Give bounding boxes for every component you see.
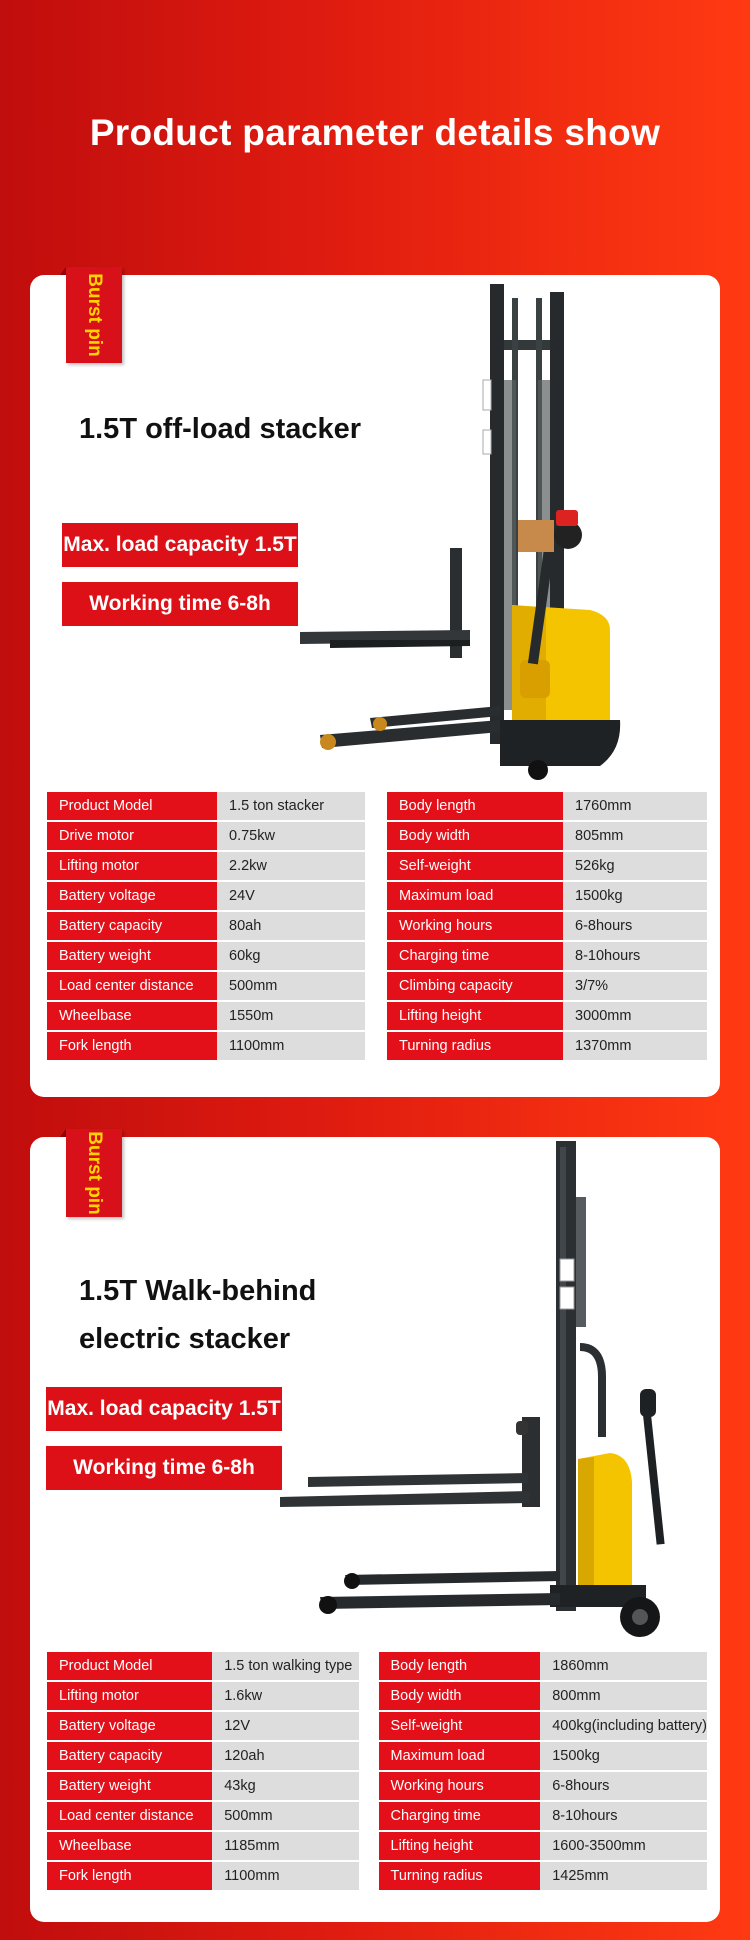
spec-table <box>47 1650 707 1892</box>
spec-value: 6-8hours <box>540 1772 707 1800</box>
spec-value: 1425mm <box>540 1862 707 1890</box>
spec-value: 1370mm <box>563 1032 707 1060</box>
spec-label: Lifting motor <box>47 852 217 880</box>
spec-value: 1100mm <box>217 1032 365 1060</box>
spec-value: 1500kg <box>563 882 707 910</box>
spec-label: Maximum load <box>387 882 563 910</box>
badge-ribbon <box>66 267 122 363</box>
spec-value: 80ah <box>217 912 365 940</box>
table-row <box>47 1002 707 1030</box>
spec-value: 8-10hours <box>563 942 707 970</box>
spec-value: 1100mm <box>212 1862 358 1890</box>
table-row <box>47 1652 707 1680</box>
table-row <box>47 1802 707 1830</box>
spec-value: 3000mm <box>563 1002 707 1030</box>
spec-label: Body length <box>387 792 563 820</box>
spec-value: 1.6kw <box>212 1682 358 1710</box>
tag-working-time: Working time 6-8h <box>62 582 298 626</box>
table-row <box>47 912 707 940</box>
table-row <box>47 822 707 850</box>
table-row <box>47 942 707 970</box>
spec-label: Working hours <box>379 1772 541 1800</box>
spec-label: Body width <box>379 1682 541 1710</box>
spec-label: Body length <box>379 1652 541 1680</box>
spec-value: 805mm <box>563 822 707 850</box>
table-row <box>47 1682 707 1710</box>
spec-label: Self-weight <box>379 1712 541 1740</box>
spec-label: Lifting height <box>387 1002 563 1030</box>
spec-value: 500mm <box>217 972 365 1000</box>
spec-label: Wheelbase <box>47 1832 212 1860</box>
product-card-off-load-stacker <box>30 275 720 1097</box>
table-row <box>47 1742 707 1770</box>
spec-label: Self-weight <box>387 852 563 880</box>
spec-value: 6-8hours <box>563 912 707 940</box>
spec-label: Battery capacity <box>47 1742 212 1770</box>
table-row <box>47 792 707 820</box>
table-row <box>47 852 707 880</box>
spec-value: 1600-3500mm <box>540 1832 707 1860</box>
spec-value: 24V <box>217 882 365 910</box>
table-row <box>47 1032 707 1060</box>
tag-working-time: Working time 6-8h <box>46 1446 282 1490</box>
spec-value: 8-10hours <box>540 1802 707 1830</box>
spec-label: Charging time <box>379 1802 541 1830</box>
page-title: Product parameter details show <box>89 112 661 153</box>
table-row <box>47 882 707 910</box>
table-row <box>47 1712 707 1740</box>
spec-label: Climbing capacity <box>387 972 563 1000</box>
product-title-line: 1.5T off-load stacker <box>79 413 362 445</box>
pallet-stacker-image <box>300 280 660 790</box>
spec-label: Charging time <box>387 942 563 970</box>
spec-value: 400kg(including battery) <box>540 1712 707 1740</box>
spec-label: Lifting height <box>379 1832 541 1860</box>
spec-label: Turning radius <box>387 1032 563 1060</box>
badge-text: Burst pin <box>84 273 105 357</box>
spec-label: Battery voltage <box>47 882 217 910</box>
spec-label: Battery capacity <box>47 912 217 940</box>
table-row <box>47 1772 707 1800</box>
spec-label: Fork length <box>47 1032 217 1060</box>
spec-label: Maximum load <box>379 1742 541 1770</box>
spec-value: 526kg <box>563 852 707 880</box>
spec-label: Battery voltage <box>47 1712 212 1740</box>
table-row <box>47 1862 707 1890</box>
spec-label: Working hours <box>387 912 563 940</box>
spec-value: 2.2kw <box>217 852 365 880</box>
spec-label: Product Model <box>47 1652 212 1680</box>
spec-label: Product Model <box>47 792 217 820</box>
spec-label: Load center distance <box>47 1802 212 1830</box>
spec-value: 120ah <box>212 1742 358 1770</box>
spec-value: 3/7% <box>563 972 707 1000</box>
spec-value: 43kg <box>212 1772 358 1800</box>
spec-label: Body width <box>387 822 563 850</box>
product-card-walk-behind-stacker <box>30 1131 720 1922</box>
spec-label: Load center distance <box>47 972 217 1000</box>
spec-label: Drive motor <box>47 822 217 850</box>
spec-value: 12V <box>212 1712 358 1740</box>
spec-value: 1500kg <box>540 1742 707 1770</box>
spec-label: Fork length <box>47 1862 212 1890</box>
spec-value: 1550m <box>217 1002 365 1030</box>
table-row <box>47 1832 707 1860</box>
tag-max-load: Max. load capacity 1.5T <box>46 1387 282 1431</box>
spec-label: Battery weight <box>47 1772 212 1800</box>
spec-label: Lifting motor <box>47 1682 212 1710</box>
spec-value: 0.75kw <box>217 822 365 850</box>
spec-value: 1860mm <box>540 1652 707 1680</box>
spec-label: Battery weight <box>47 942 217 970</box>
tag-max-load: Max. load capacity 1.5T <box>62 523 298 567</box>
spec-value: 800mm <box>540 1682 707 1710</box>
spec-table <box>47 790 707 1062</box>
spec-value: 1185mm <box>212 1832 358 1860</box>
product-title-line: electric stacker <box>79 1323 291 1355</box>
spec-value: 1760mm <box>563 792 707 820</box>
badge-ribbon <box>66 1129 122 1217</box>
spec-value: 1.5 ton stacker <box>217 792 365 820</box>
spec-label: Wheelbase <box>47 1002 217 1030</box>
table-row <box>47 972 707 1000</box>
spec-label: Turning radius <box>379 1862 541 1890</box>
spec-value: 1.5 ton walking type <box>212 1652 358 1680</box>
product-title-line: 1.5T Walk-behind <box>79 1275 317 1307</box>
spec-value: 60kg <box>217 942 365 970</box>
badge-text: Burst pin <box>84 1131 105 1215</box>
walk-behind-stacker-image <box>260 1137 680 1649</box>
spec-value: 500mm <box>212 1802 358 1830</box>
